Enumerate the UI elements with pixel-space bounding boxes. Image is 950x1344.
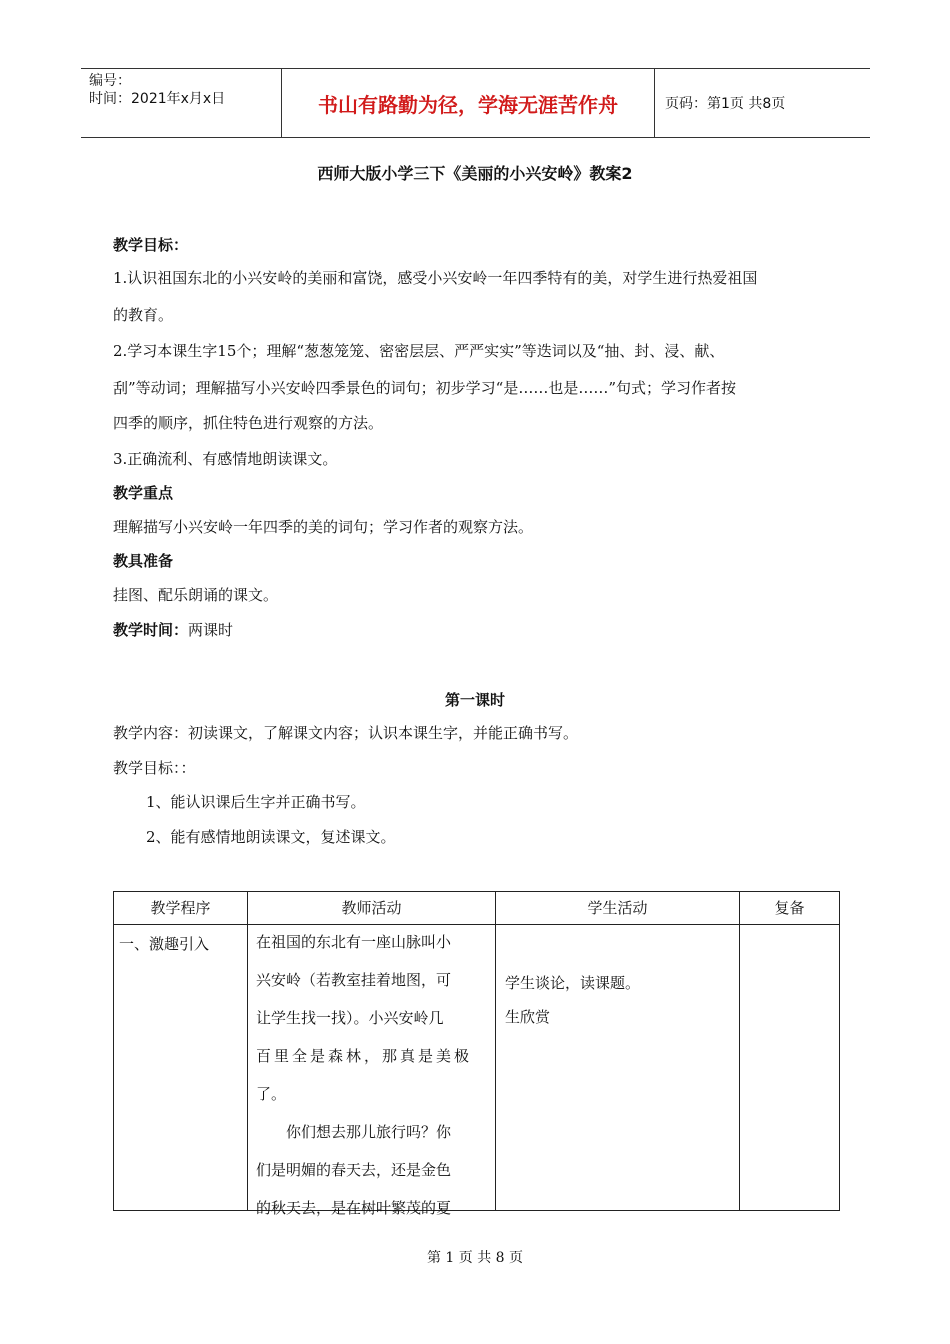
table-border-bottom <box>113 1210 840 1211</box>
goal-2-line-2: 刮”等动词；理解描写小兴安岭四季景色的词句；初步学习“是……也是……”句式；学习作者按 <box>113 379 737 397</box>
table-col-divider <box>495 891 496 1211</box>
teacher-line: 你们想去那儿旅行吗？你 <box>256 1123 452 1141</box>
lesson-1-goals-label: 教学目标：： <box>113 759 196 777</box>
lesson-1-goal-2: 2、能有感情地朗读课文，复述课文。 <box>146 828 396 846</box>
teaching-time-heading: 教学时间： <box>113 621 189 639</box>
goal-1-line-2: 的教育。 <box>113 306 174 324</box>
tools-heading: 教具准备 <box>113 552 174 570</box>
key-points-heading: 教学重点 <box>113 484 174 502</box>
teacher-line: 兴安岭（若教室挂着地图，可 <box>256 971 452 989</box>
teacher-line: 了。 <box>256 1085 287 1103</box>
header-page-label: 页码：第1页 共8页 <box>665 96 786 112</box>
table-col-divider <box>247 891 248 1211</box>
teacher-line: 百里全是森林，那真是美极 <box>256 1047 473 1065</box>
goal-2-line-1: 2.学习本课生字15个；理解“葱葱笼笼、密密层层、严严实实”等迭词以及“抽、封、浸、献、 <box>113 342 725 360</box>
teacher-line: 让学生找一找）。小兴安岭几 <box>256 1009 444 1027</box>
goal-2-line-3: 四季的顺序，抓住特色进行观察的方法。 <box>113 414 384 432</box>
page-header <box>81 68 870 138</box>
goals-heading: 教学目标： <box>113 236 189 254</box>
table-header-divider <box>113 924 840 925</box>
header-motto: 书山有路勤为径，学海无涯苦作舟 <box>318 92 618 117</box>
teacher-line: 在祖国的东北有一座山脉叫小 <box>256 933 452 951</box>
header-time-label: 时间：2021年x月x日 <box>89 91 226 107</box>
teaching-time <box>113 620 233 640</box>
lesson-1-goal-1: 1、能认识课后生字并正确书写。 <box>146 793 366 811</box>
table-cell-step: 一、激趣引入 <box>119 935 210 953</box>
lesson-1-content: 教学内容：初读课文，了解课文内容；认识本课生字，并能正确书写。 <box>113 724 579 742</box>
table-header-student: 学生活动 <box>587 899 648 917</box>
teacher-line: 的秋天去，是在树叶繁茂的夏 <box>256 1199 452 1217</box>
lesson-table <box>113 891 840 1217</box>
table-col-divider <box>739 891 740 1211</box>
header-meta <box>89 72 225 108</box>
page-footer: 第 1 页 共 8 页 <box>426 1250 524 1266</box>
table-border-left <box>113 891 114 1211</box>
goal-1-line-1: 1.认识祖国东北的小兴安岭的美丽和富饶，感受小兴安岭一年四季特有的美，对学生进行热爱祖国 <box>113 269 758 287</box>
lesson-1-heading: 第一课时 <box>444 691 505 709</box>
table-border-right <box>839 891 840 1211</box>
key-points-text: 理解描写小兴安岭一年四季的美的词句；学习作者的观察方法。 <box>113 518 534 536</box>
table-cell-student <box>505 966 640 1034</box>
header-number-label: 编号： <box>89 73 131 89</box>
tools-text: 挂图、配乐朗诵的课文。 <box>113 586 279 604</box>
student-line: 生欣赏 <box>505 1008 551 1026</box>
goal-3: 3.正确流利、有感情地朗读课文。 <box>113 450 338 468</box>
student-line: 学生谈论，读课题。 <box>505 974 641 992</box>
teaching-time-text: 两课时 <box>188 621 234 639</box>
teacher-line: 们是明媚的春天去，还是金色 <box>256 1161 452 1179</box>
table-header-step: 教学程序 <box>150 899 211 917</box>
table-header-teacher: 教师活动 <box>341 899 402 917</box>
table-cell-teacher <box>256 923 472 1227</box>
header-divider <box>654 69 655 137</box>
table-header-notes: 复备 <box>774 899 805 917</box>
document-title: 西师大版小学三下《美丽的小兴安岭》教案2 <box>317 164 633 183</box>
